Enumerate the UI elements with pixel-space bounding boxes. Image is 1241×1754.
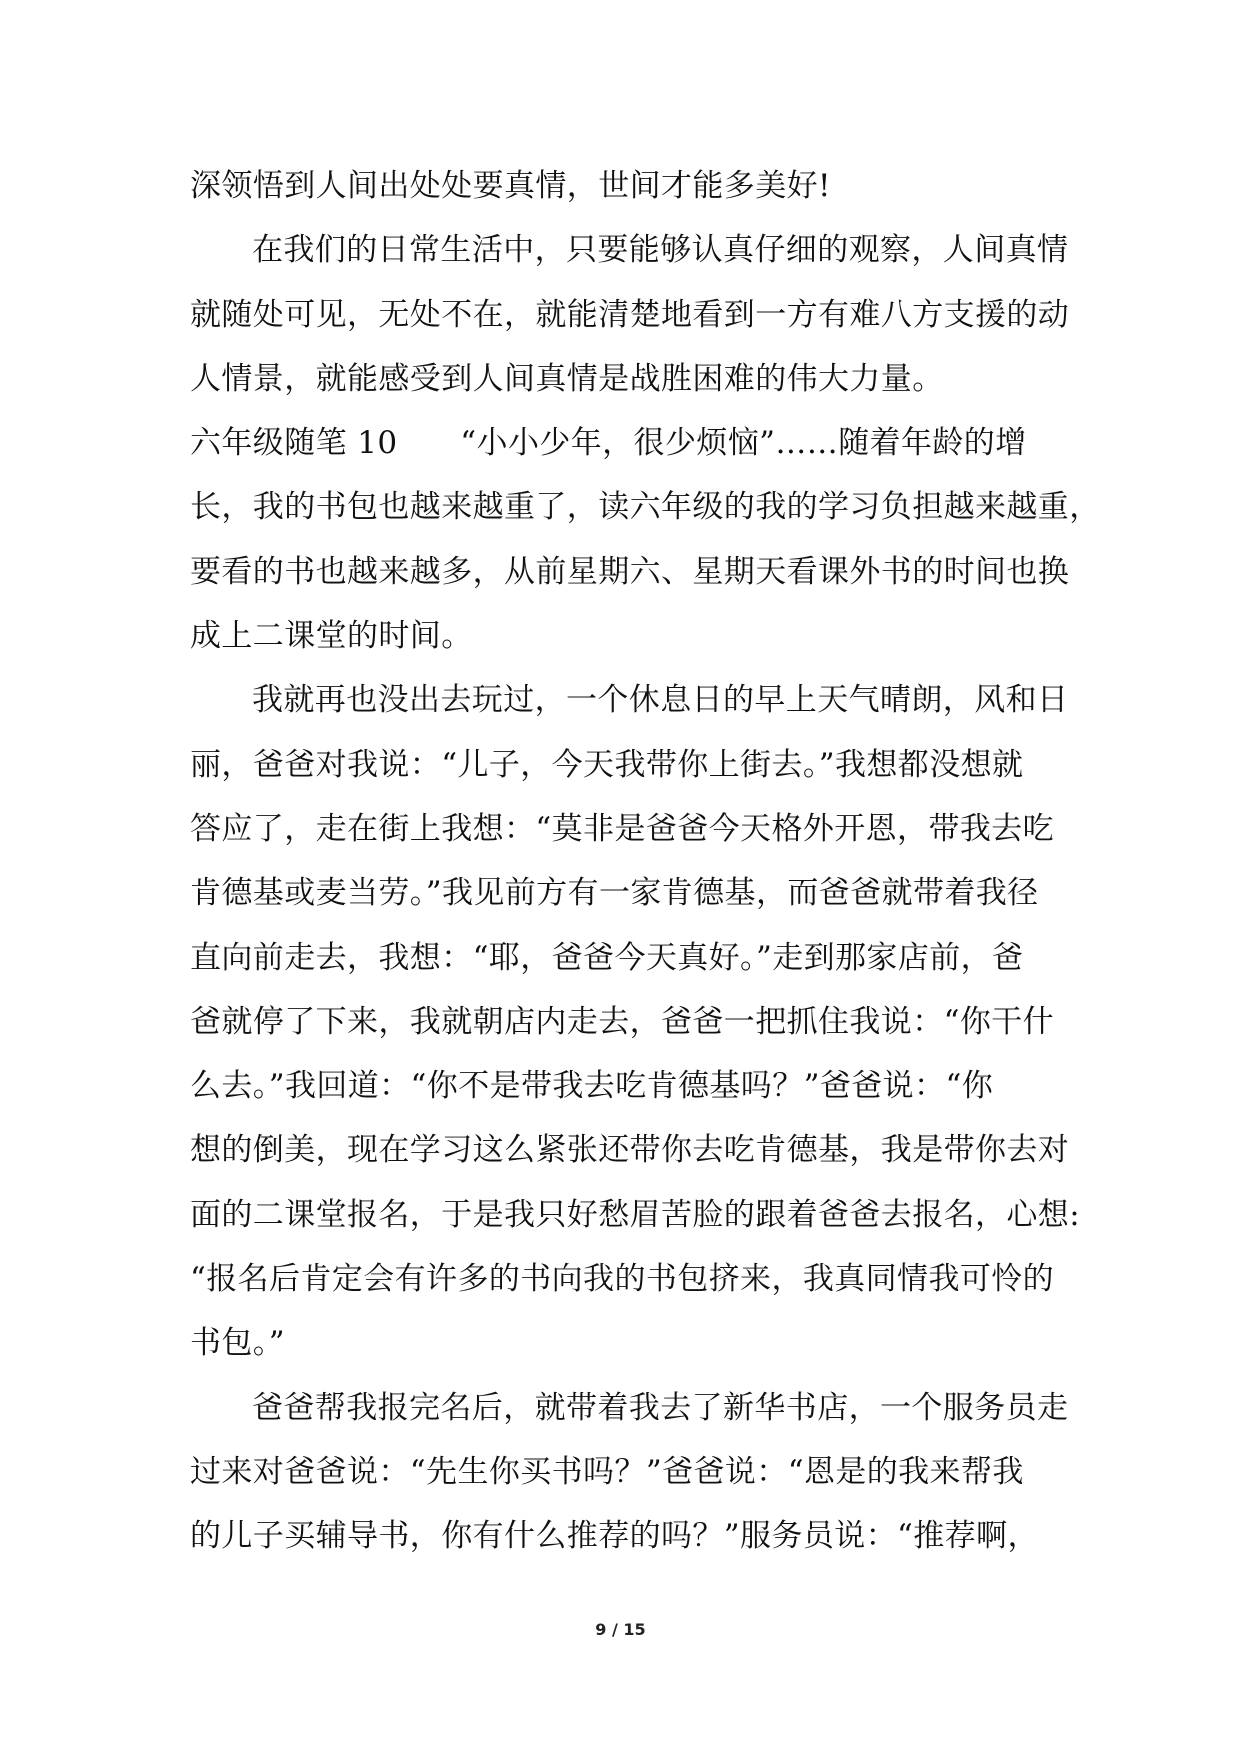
text-line: 过来对爸爸说：“先生你买书吗？”爸爸说：“恩是的我来帮我 (190, 1453, 1024, 1490)
paragraph-start: 在我们的日常生活中，只要能够认真仔细的观察，人间真情 (252, 232, 1069, 269)
text-line: “报名后肯定会有许多的书向我的书包挤来，我真同情我可怜的 (190, 1261, 1055, 1298)
text-line: 人情景，就能感受到人间真情是战胜困难的伟大力量。 (190, 360, 944, 397)
page-number: 9 / 15 (595, 1620, 646, 1639)
paragraph-start: 我就再也没出去玩过，一个休息日的早上天气晴朗，风和日 (252, 682, 1069, 719)
text-line: 长，我的书包也越来越重了，读六年级的我的学习负担越来越重， (190, 489, 1101, 526)
text-line: 就随处可见，无处不在，就能清楚地看到一方有难八方支援的动 (190, 296, 1070, 333)
document-body (190, 154, 1101, 1569)
text-line: 爸就停了下来，我就朝店内走去，爸爸一把抓住我说：“你干什 (190, 1003, 1055, 1040)
text-line: 肯德基或麦当劳。”我见前方有一家肯德基，而爸爸就带着我径 (190, 875, 1039, 912)
text-line: 想的倒美，现在学习这么紧张还带你去吃肯德基，我是带你去对 (190, 1132, 1070, 1169)
text-line: 面的二课堂报名，于是我只好愁眉苦脸的跟着爸爸去报名，心想: (190, 1196, 1081, 1233)
text-line: 丽，爸爸对我说：“儿子，今天我带你上街去。”我想都没想就 (190, 746, 1024, 783)
text-line: 书包。” (190, 1325, 285, 1362)
section-heading-line: 六年级随笔 10 “小小少年，很少烦恼”……随着年龄的增 (190, 425, 1027, 462)
text-line: 成上二课堂的时间。 (190, 618, 473, 655)
paragraph-start: 爸爸帮我报完名后，就带着我去了新华书店，一个服务员走 (252, 1389, 1069, 1426)
text-line: 么去。”我回道：“你不是带我去吃肯德基吗？”爸爸说：“你 (190, 1068, 994, 1105)
text-line: 深领悟到人间出处处要真情，世间才能多美好! (190, 168, 831, 204)
text-line: 要看的书也越来越多，从前星期六、星期天看课外书的时间也换 (190, 553, 1070, 590)
text-line: 答应了，走在街上我想：“莫非是爸爸今天格外开恩，带我去吃 (190, 810, 1055, 847)
text-line: 直向前走去，我想：“耶，爸爸今天真好。”走到那家店前，爸 (190, 939, 1024, 976)
text-line: 的儿子买辅导书，你有什么推荐的吗？”服务员说：“推荐啊， (190, 1518, 1039, 1555)
